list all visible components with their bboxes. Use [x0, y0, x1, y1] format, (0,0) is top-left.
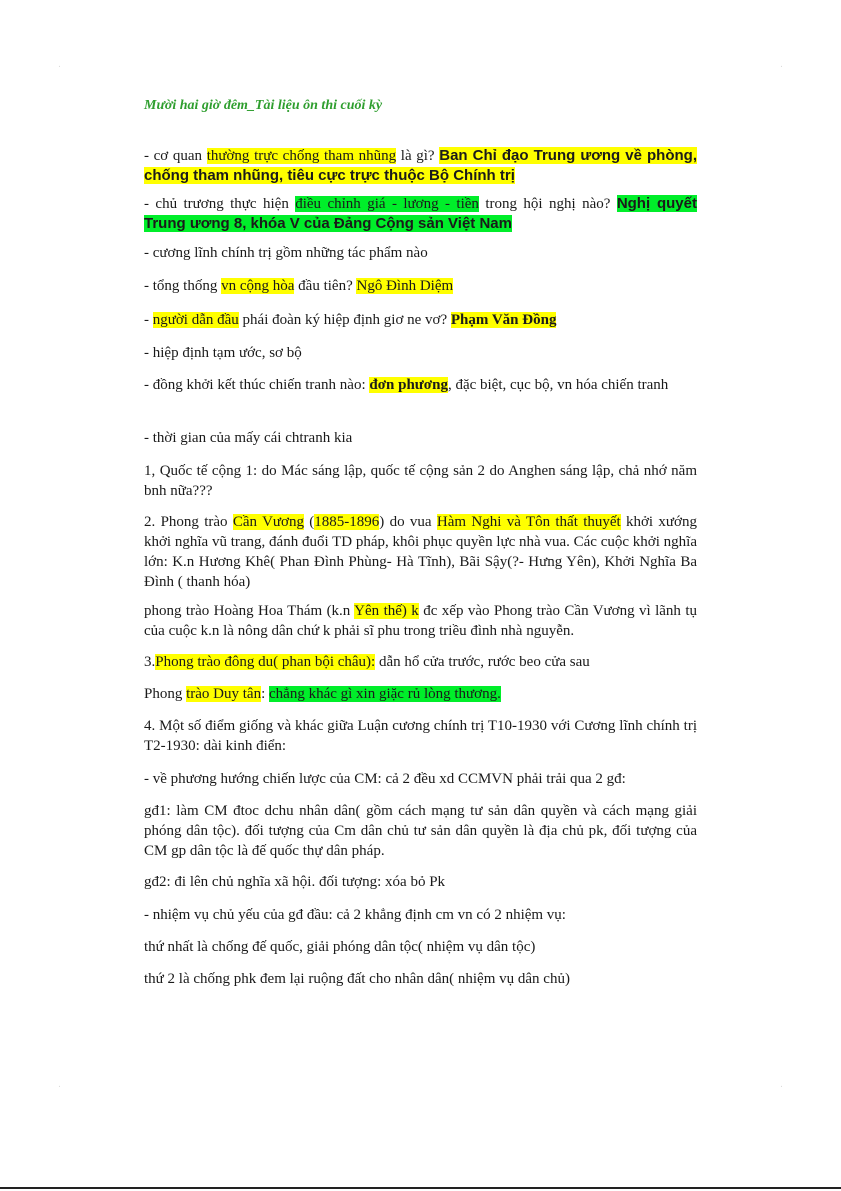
- paragraph-strategy: - về phương hướng chiến lược của CM: cả 2 đều xd CCMVN phải trải qua 2 gđ:: [144, 771, 626, 787]
- paragraph-tasks: - nhiệm vụ chủ yếu của gđ đầu: cả 2 khẳng định cm vn có 2 nhiệm vụ:: [144, 907, 566, 923]
- highlight-yellow: người dẫn đầu: [152, 312, 239, 328]
- highlight-yellow: vn cộng hòa: [221, 278, 295, 294]
- question-anti-corruption: [144, 146, 697, 186]
- question-text: - tổng thống: [144, 278, 222, 294]
- paragraph-text: 2. Phong trào: [144, 514, 233, 530]
- corner-mark: .: [58, 1080, 61, 1090]
- question-text: đầu tiên?: [294, 278, 357, 294]
- paragraph-text: 3.: [144, 654, 156, 670]
- highlight-yellow: 1885-1896: [314, 514, 380, 530]
- paragraph-text: (: [303, 514, 315, 530]
- paragraph-dong-du: [144, 652, 697, 672]
- highlight-yellow: trào Duy tân: [186, 686, 262, 702]
- highlight-yellow: Cần Vương: [232, 514, 304, 530]
- paragraph-task-2: thứ 2 là chống phk đem lại ruộng đất cho nhân dân( nhiệm vụ dân chủ): [144, 971, 570, 987]
- paragraph-text: Phong: [144, 686, 187, 702]
- paragraph-comparison: 4. Một số điểm giống và khác giữa Luận cương chính trị T10-1930 với Cương lĩnh chính trị T2-1930: dài kinh điển:: [144, 718, 697, 754]
- question-text: , đặc biệt, cục bộ, vn hóa chiến tranh: [447, 377, 669, 393]
- highlight-yellow: Hàm Nghi và Tôn thất thuyết: [436, 514, 621, 530]
- paragraph-international: 1, Quốc tế cộng 1: do Mác sáng lập, quốc tế cộng sản 2 do Anghen sáng lập, chả nhớ năm bnh nữa???: [144, 463, 697, 499]
- highlight-yellow: Phong trào đông du( phan bội châu):: [155, 654, 376, 670]
- paragraph-hoang-hoa-tham: [144, 601, 697, 641]
- answer-highlight: đơn phương: [369, 377, 448, 393]
- question-text: - cơ quan: [144, 148, 207, 164]
- answer-highlight: Ngô Đình Diệm: [356, 278, 454, 294]
- question-war-time: - thời gian của mấy cái chtranh kia: [144, 430, 353, 446]
- question-text: -: [144, 312, 153, 328]
- question-text: - đồng khởi kết thúc chiến tranh nào:: [144, 377, 370, 393]
- paragraph-text: dẫn hổ cửa trước, rước beo cửa sau: [375, 654, 590, 670]
- question-text: trong hội nghị nào?: [478, 196, 617, 212]
- highlight-yellow: thường trực chống tham nhũng: [206, 148, 397, 164]
- paragraph-text: phong trào Hoàng Hoa Thám (k.n: [144, 603, 355, 619]
- question-agreement: - hiệp định tạm ước, sơ bộ: [144, 345, 302, 361]
- question-text: phái đoàn ký hiệp định giơ ne vơ?: [238, 312, 451, 328]
- paragraph-text: :: [261, 686, 269, 702]
- question-price-wage-money: [144, 194, 697, 234]
- paragraph-text: đc xếp vào Phong trào Cần Vương vì lãnh tụ của cuộc k.n là nông dân chứ k phải sĩ phu trong triều đình nhà nguyễn.: [144, 603, 697, 639]
- corner-mark: .: [780, 1080, 783, 1090]
- paragraph-can-vuong: [144, 512, 697, 592]
- paragraph-stage-2: gđ2: đi lên chủ nghĩa xã hội. đối tượng: xóa bỏ Pk: [144, 874, 446, 890]
- highlight-green: chẳng khác gì xin giặc rủ lòng thương.: [269, 686, 501, 702]
- question-uprising: [144, 375, 697, 395]
- paragraph-text: khởi xướng khởi nghĩa vũ trang, đánh đuổi TD pháp, khôi phục quyền lực nhà vua. Các cuộc khởi nghĩa lớn: K.n Hương Khê( Phan Đình Phùng- Hà Tĩnh), Bãi Sậy(?- Hưng Yên), Khởi Nghĩa Ba Đình ( thanh hóa): [144, 514, 697, 590]
- highlight-yellow: Yên thế) k: [354, 603, 419, 619]
- page-bottom-border: [0, 1187, 841, 1189]
- answer-highlight: Ban Chỉ đạo Trung ương về phòng, chống tham nhũng, tiêu cực trực thuộc Bộ Chính trị: [144, 147, 697, 184]
- question-first-president: [144, 276, 697, 296]
- paragraph-stage-1: gđ1: làm CM đtoc dchu nhân dân( gồm cách mạng tư sản dân quyền và cách mạng giải phóng dân tộc). đối tượng của Cm dân chủ tư sản dân quyền là địa chủ pk, đối tượng của CM gp dân tộc là đế quốc thự dân pháp.: [144, 803, 697, 859]
- paragraph-task-1: thứ nhất là chống đế quốc, giải phóng dân tộc( nhiệm vụ dân tộc): [144, 939, 536, 955]
- document-header: Mười hai giờ đêm_Tài liệu ôn thi cuối kỳ: [144, 98, 383, 113]
- paragraph-text: ) do vua: [379, 514, 437, 530]
- answer-highlight: Phạm Văn Đồng: [450, 312, 557, 328]
- answer-highlight: Nghị quyết Trung ương 8, khóa V của Đảng Cộng sản Việt Nam: [144, 195, 697, 232]
- question-text: là gì?: [396, 148, 440, 164]
- paragraph-duy-tan: [144, 684, 697, 704]
- question-text: - chủ trương thực hiện: [144, 196, 296, 212]
- highlight-green: điều chỉnh giá - lương - tiền: [295, 196, 479, 212]
- question-platform: - cương lĩnh chính trị gồm những tác phẩm nào: [144, 245, 428, 261]
- corner-mark: .: [780, 60, 783, 70]
- question-geneva-delegation: [144, 310, 697, 330]
- corner-mark: .: [58, 60, 61, 70]
